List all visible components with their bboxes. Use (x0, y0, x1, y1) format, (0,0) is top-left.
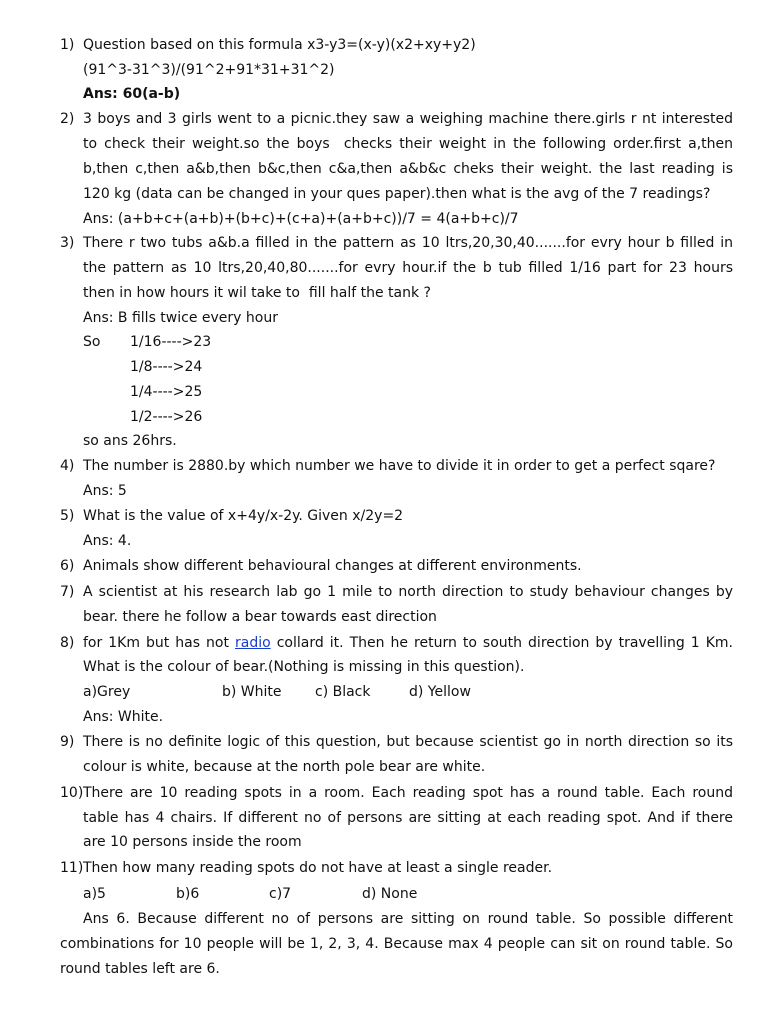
item-2-line-1: 3 boys and 3 girls went to a picnic.they saw a weighing machine there.girls r nt interested (83, 111, 733, 127)
item-4-number: 4) (60, 458, 75, 474)
item-3-step-1: 1/16---->23 (130, 334, 212, 350)
item-7-number: 7) (60, 584, 75, 600)
item-3-conclusion: so ans 26hrs. (83, 433, 177, 449)
item-11-option-b: b)6 (176, 886, 200, 902)
item-2-line-4: 120 kg (data can be changed in your ques paper).then what is the avg of the 7 readings? (83, 186, 711, 202)
item-11-para-line-3: round tables left are 6. (60, 961, 220, 977)
item-11-para-line-2: combinations for 10 people will be 1, 2, 3, 4. Because max 4 people can sit on round table. So (60, 936, 733, 952)
item-8-line-1 (83, 634, 733, 652)
item-11-para-line-1: Ans 6. Because different no of persons are sitting on round table. So possible different (83, 911, 733, 927)
radio-link[interactable]: radio (235, 635, 271, 651)
item-1-line-2: (91^3-31^3)/(91^2+91*31+31^2) (83, 62, 335, 78)
item-3-step-3: 1/4---->25 (130, 384, 203, 400)
item-2-line-3: b,then c,then a&b,then b&c,then c&a,then a&b&c cheks their weight. the last reading is (83, 161, 733, 177)
item-8-line-2: What is the colour of bear.(Nothing is missing in this question). (83, 659, 525, 675)
item-1-line-1: Question based on this formula x3-y3=(x-y)(x2+xy+y2) (83, 37, 476, 53)
item-2-number: 2) (60, 111, 75, 127)
item-2-line-2: to check their weight.so the boys checks their weight in the following order.first a,then (83, 136, 733, 152)
item-9-line-2: colour is white, because at the north pole bear are white. (83, 759, 486, 775)
item-8-option-c: c) Black (315, 684, 371, 700)
item-2-answer: Ans: (a+b+c+(a+b)+(b+c)+(c+a)+(a+b+c))/7 = 4(a+b+c)/7 (83, 211, 519, 227)
item-4-line-1: The number is 2880.by which number we have to divide it in order to get a perfect sqare? (83, 458, 716, 474)
item-6-line-1: Animals show different behavioural changes at different environments. (83, 558, 582, 574)
item-3-answer: Ans: B fills twice every hour (83, 310, 278, 326)
item-3-line-3: then in how hours it wil take to fill half the tank ? (83, 285, 431, 301)
item-11-line-1: Then how many reading spots do not have at least a single reader. (83, 860, 553, 876)
item-6-number: 6) (60, 558, 75, 574)
item-8-text-before-link: for 1Km but has not (83, 635, 235, 651)
item-10-line-3: are 10 persons inside the room (83, 834, 302, 850)
item-1-answer: Ans: 60(a-b) (83, 86, 181, 102)
item-3-line-2: the pattern as 10 ltrs,20,40,80.......for evry hour.if the b tub filled 1/16 part for 23 hours (83, 260, 733, 276)
item-10-number: 10) (60, 785, 84, 801)
item-1-number: 1) (60, 37, 75, 53)
item-7-line-1: A scientist at his research lab go 1 mile to north direction to study behaviour changes by (83, 584, 733, 600)
item-3-number: 3) (60, 235, 75, 251)
item-5-answer: Ans: 4. (83, 533, 132, 549)
item-9-line-1: There is no definite logic of this question, but because scientist go in north direction so its (83, 734, 733, 750)
item-8-answer: Ans: White. (83, 709, 164, 725)
item-3-line-1: There r two tubs a&b.a filled in the pattern as 10 ltrs,20,30,40.......for evry hour b filled in (83, 235, 733, 251)
item-11-option-d: d) None (362, 886, 418, 902)
item-7-line-2: bear. there he follow a bear towards east direction (83, 609, 437, 625)
item-8-option-b: b) White (222, 684, 282, 700)
item-11-option-c: c)7 (269, 886, 292, 902)
item-10-line-1: There are 10 reading spots in a room. Each reading spot has a round table. Each round (83, 785, 733, 801)
item-3-so-label: So (83, 334, 101, 350)
item-8-number: 8) (60, 635, 75, 651)
item-3-step-2: 1/8---->24 (130, 359, 203, 375)
item-11-option-a: a)5 (83, 886, 106, 902)
item-8-option-d: d) Yellow (409, 684, 471, 700)
item-9-number: 9) (60, 734, 75, 750)
item-8-option-a: a)Grey (83, 684, 131, 700)
item-5-line-1: What is the value of x+4y/x-2y. Given x/2y=2 (83, 508, 404, 524)
item-3-step-4: 1/2---->26 (130, 409, 203, 425)
item-10-line-2: table has 4 chairs. If different no of persons are sitting at each reading spot. And if there (83, 810, 733, 826)
item-5-number: 5) (60, 508, 75, 524)
item-8-text-after-link: collard it. Then he return to south direction by travelling 1 Km. (270, 635, 733, 651)
item-4-answer: Ans: 5 (83, 483, 127, 499)
item-11-number: 11) (60, 860, 84, 876)
